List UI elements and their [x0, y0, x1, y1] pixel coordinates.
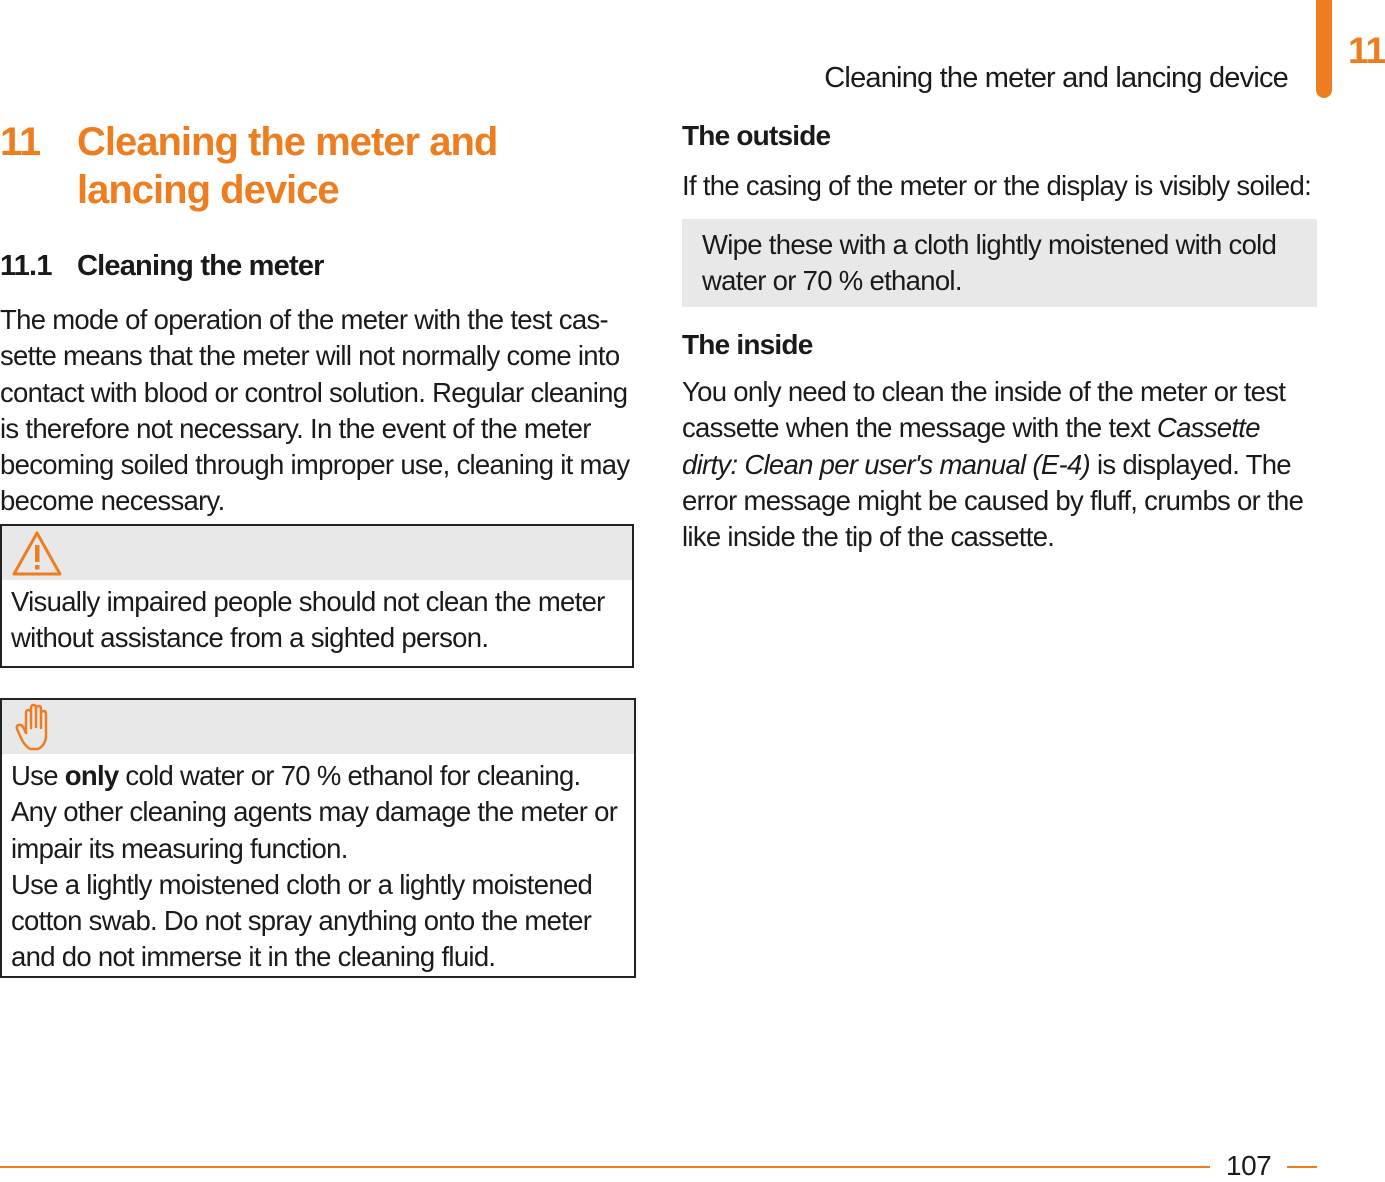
warning-notice-text: Visually impaired people should not clean the meter without assistance from a sighted person.: [11, 586, 605, 654]
section-intro-paragraph: The mode of operation of the meter with the test cas-sette means that the meter will not normally come into contact with blood or control solution. Regular cleaning is therefore not necessary. In the event of the meter becoming soiled through improper use, cleaning it may become necessary.: [0, 304, 630, 517]
caution-notice-box: [0, 698, 636, 978]
running-header-title: Cleaning the meter and lancing device: [824, 62, 1288, 94]
chapter-title: Cleaning the meter and lancing device: [77, 120, 498, 212]
caution-emphasis-only: only: [64, 760, 119, 791]
inside-text-before: You only need to clean the inside of the meter or test cassette when the message with the text: [682, 376, 1286, 444]
caution-notice-header: [2, 700, 634, 754]
section-number: 11.1: [0, 250, 52, 282]
warning-triangle-icon: [10, 528, 64, 578]
caution-notice-body: [2, 754, 634, 982]
section-title: Cleaning the meter: [77, 250, 324, 282]
inside-text-after: is displayed. The error message might be caused by fluff, crumbs or the like inside the tip of the cassette.: [682, 448, 1304, 553]
hand-stop-icon: [12, 703, 56, 753]
caution-line-1: [11, 758, 625, 794]
caution-line-3: Use a lightly moistened cloth or a lightly moistened cotton swab. Do not spray anything onto the meter and do not immerse it in the cleaning fluid.: [11, 868, 593, 973]
inside-paragraph: [682, 374, 1322, 555]
inside-heading: The inside: [682, 329, 813, 360]
error-message-text: Cassette dirty: Clean per user's manual (E-4): [682, 412, 1260, 480]
chapter-tab-marker: [1316, 0, 1332, 98]
running-header-chapter-number: 11: [1348, 30, 1385, 71]
page-number: 107: [1226, 1150, 1272, 1181]
footer-rule-right: [1287, 1166, 1317, 1168]
chapter-number: 11: [0, 120, 41, 164]
outside-paragraph: If the casing of the meter or the display is visibly soiled:: [682, 170, 1312, 201]
warning-notice-box: [0, 524, 634, 668]
outside-instruction-box: Wipe these with a cloth lightly moistened with cold water or 70 % ethanol.: [682, 219, 1317, 307]
caution-line-1-prefix: Use: [11, 760, 65, 791]
caution-line-1-suffix: cold water or 70 % ethanol for cleaning.: [118, 760, 581, 791]
outside-heading: The outside: [682, 120, 831, 151]
warning-notice-header: [2, 526, 632, 580]
footer-rule-left: [0, 1166, 1210, 1168]
caution-line-2: Any other cleaning agents may damage the meter or impair its measuring function.: [11, 796, 618, 864]
